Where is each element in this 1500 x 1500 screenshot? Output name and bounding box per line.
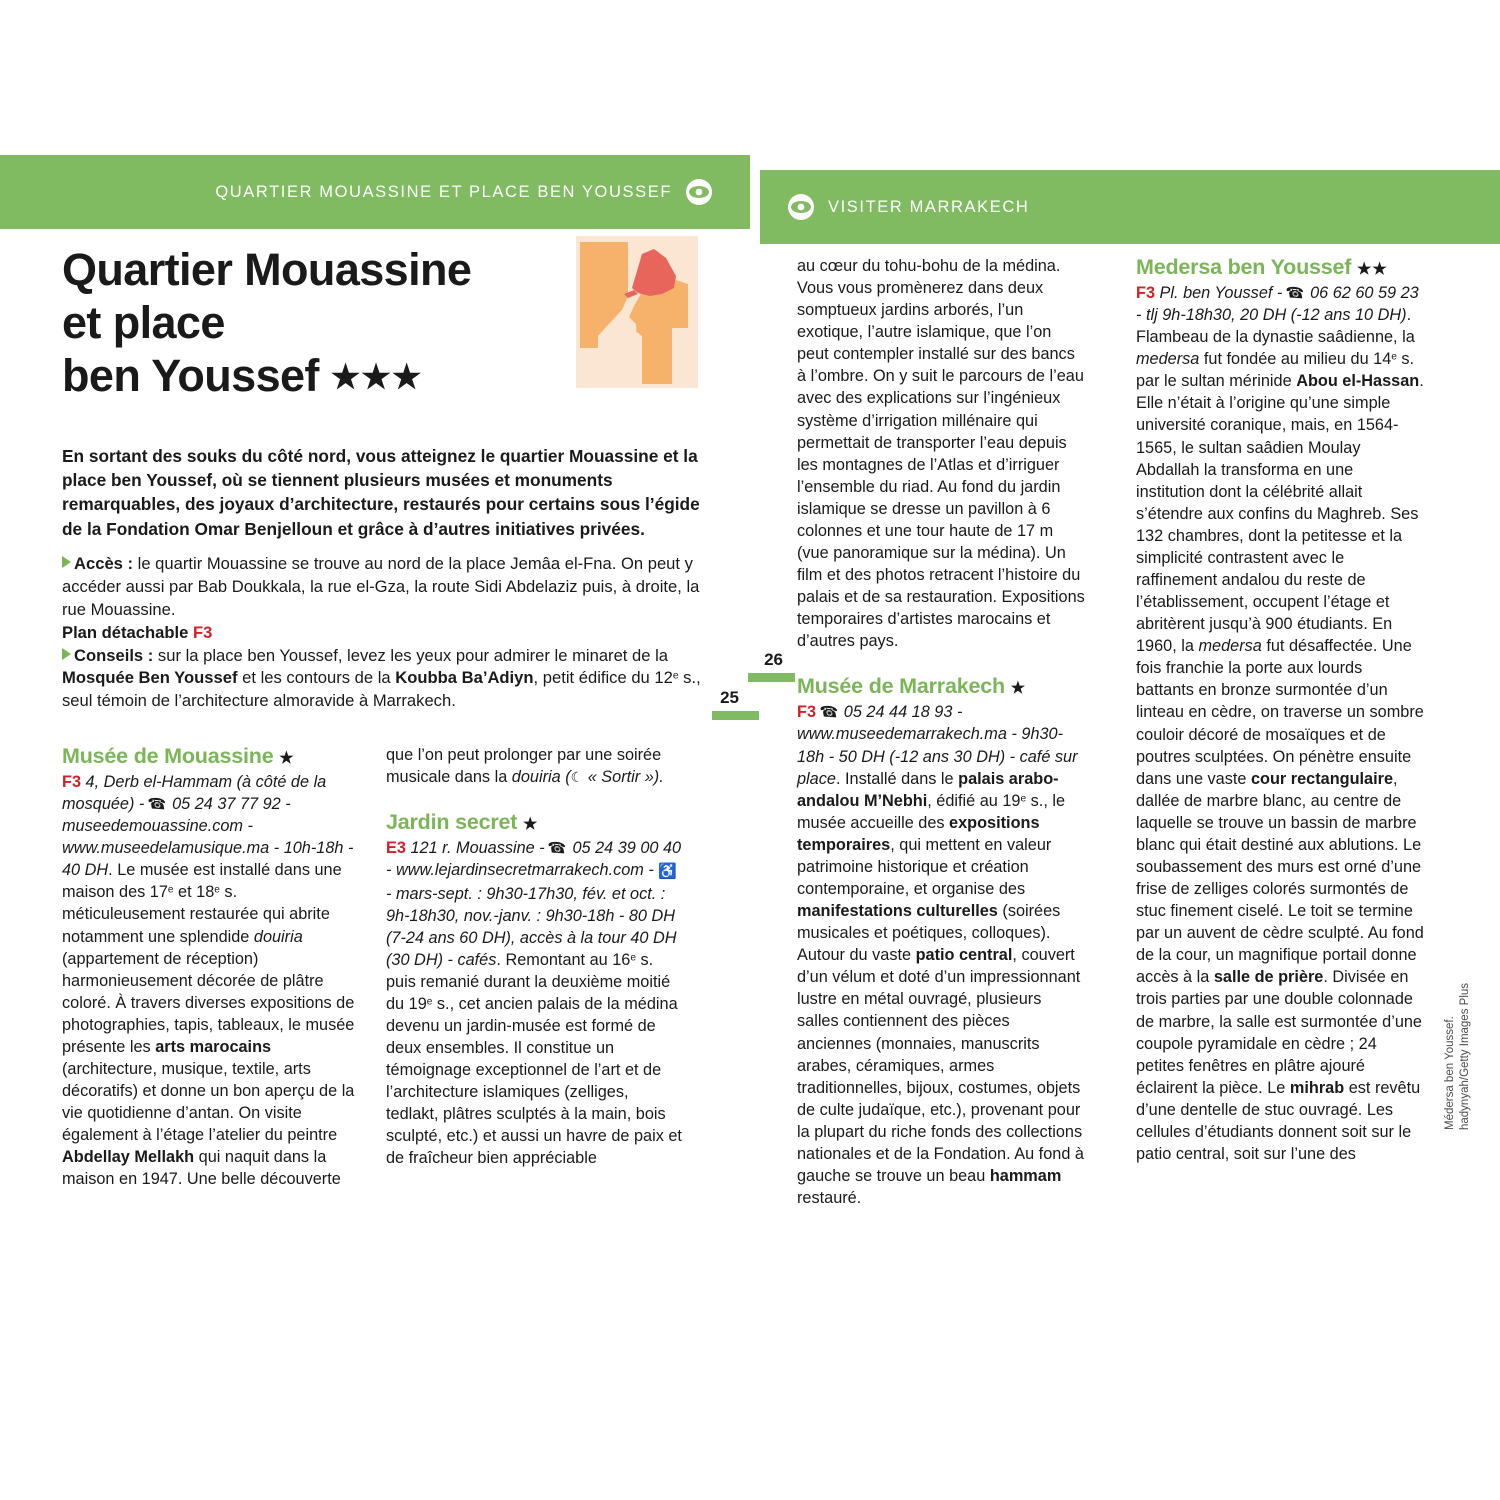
body-2: et 18 bbox=[173, 883, 215, 902]
sup-1: e bbox=[630, 952, 636, 964]
section-heading-label: Musée de Marrakech bbox=[797, 674, 1005, 699]
acces-label: Accès : bbox=[74, 554, 134, 573]
practical-info-1: 4, Derb el-Hammam (à côté de la mosquée) - bbox=[62, 772, 327, 813]
conseils-bold-2: Koubba Ba’Adiyn bbox=[395, 668, 534, 688]
plan-line bbox=[62, 622, 702, 645]
bold-term-1: arts marocains bbox=[155, 1037, 272, 1056]
conseils-label: Conseils : bbox=[74, 645, 154, 665]
running-header-left bbox=[0, 155, 750, 229]
italic-term-1: douiria bbox=[253, 927, 303, 946]
body-3: s., le musée accueille des bbox=[797, 791, 1066, 832]
map-code: F3 bbox=[797, 703, 817, 722]
map-thumbnail bbox=[576, 236, 698, 388]
body-5: (soirées musicales et poétiques, colloques). Autour du vaste bbox=[797, 902, 1061, 965]
body-3: s. méticuleusement restaurée qui abrite notamment une splendide bbox=[62, 883, 330, 946]
body-6: qui naquit dans la maison en 1947. Une belle découverte bbox=[62, 1148, 341, 1189]
eye-icon bbox=[686, 179, 712, 205]
body-1: . Remontant au 16 bbox=[496, 950, 631, 969]
sup-1: e bbox=[1391, 351, 1397, 363]
practical-info-1: - www.museedemarrakech.ma - 9h30-18h - 50 DH (-12 ans 30 DH) - café sur place bbox=[797, 703, 1078, 788]
conseils-paragraph bbox=[62, 645, 702, 714]
intro-paragraph: En sortant des souks du côté nord, vous atteignez le quartier Mouassine et la place ben Youssef, où se tiennent plusieurs musées et monuments remarquables, des joyaux d’architecture, restaurés pour certains sous l’égide de la Fondation Omar Benjelloun et grâce à d’autres initiatives privées. bbox=[62, 446, 700, 539]
running-header-right bbox=[760, 170, 1500, 244]
bold-term-2: expositions temporaires bbox=[797, 813, 1040, 854]
sup-2: e bbox=[426, 996, 433, 1008]
phone-icon: ☎ bbox=[1286, 284, 1307, 303]
conseils-text-1: sur la place ben Youssef, levez les yeux pour admirer le minaret de la bbox=[153, 645, 669, 665]
section-stars: ★ bbox=[523, 816, 539, 834]
page-title-line3: ben Youssef bbox=[62, 350, 319, 402]
phone-icon: ☎ bbox=[148, 795, 169, 814]
column-3 bbox=[797, 255, 1085, 1209]
map-code: F3 bbox=[62, 772, 82, 791]
plan-label: Plan détachable bbox=[62, 622, 193, 642]
bold-term-1: palais arabo-andalou M’Nebhi bbox=[797, 769, 1059, 810]
spacer bbox=[797, 652, 1085, 674]
bold-term-4: patio central bbox=[915, 946, 1013, 965]
phone-number: 05 24 37 77 92 bbox=[172, 794, 281, 813]
body-2: , édifié au 19 bbox=[927, 791, 1021, 810]
col2-continuation bbox=[386, 744, 682, 788]
page-title-line2: et place bbox=[62, 297, 225, 349]
practical-info-1: Pl. ben Youssef - bbox=[1159, 283, 1287, 302]
phone-number: 05 24 44 18 93 bbox=[843, 703, 953, 722]
bold-term-2: cour rectangulaire bbox=[1250, 769, 1394, 788]
musee-marrakech-body bbox=[797, 701, 1085, 1209]
plan-code: F3 bbox=[192, 622, 213, 642]
body-8: est revêtu d’une dentelle de stuc ouvragé. Les cellules d’étudiants donnent soit sur le patio central, soit sur l’une des bbox=[1136, 1078, 1421, 1163]
section-heading-musee-marrakech bbox=[797, 674, 1085, 699]
body-3: s., cet ancien palais de la médina devenu un jardin-musée est formé de deux ensembles. Il constitue un témoignage exceptionnel de l’art et de l’architecture islamiques (zelliges, tedlakt, plâtres sculptés à la main, bois sculpté, etc.) et aussi un havre de paix et de fraîcheur bien appréciable bbox=[386, 994, 682, 1168]
acces-text: le quartir Mouassine se trouve au nord de la place Jemâa el-Fna. On peut y accéder aussi par Bab Doukkala, la rue el-Gza, la route Sidi Abdelaziz puis, à droite, la rue Mouassine. bbox=[62, 554, 700, 619]
section-stars: ★ bbox=[1010, 680, 1027, 698]
conseils-text-2: et les contours de la bbox=[237, 668, 396, 688]
italic-term-douiria: douiria bbox=[511, 768, 561, 787]
page-marker-bar-right bbox=[748, 673, 795, 682]
body-3: s. par le sultan mérinide bbox=[1136, 350, 1415, 391]
section-heading-label: Musée de Mouassine bbox=[62, 744, 274, 768]
body-6: , couvert d’un vélum et doté d’un impressionnant lustre en métal ouvragé, plusieurs salles contiennent des pièces anciennes (monnaies, manuscrits arabes, céramiques, armes traditionnelles, bijoux, costumes, objets de culte judaïque, etc.), provenant pour la plupart du riche fonds des collections nationales et de la Fondation. Au fond à gauche se trouve un beau bbox=[797, 946, 1084, 1185]
triangle-bullet-icon bbox=[62, 648, 71, 660]
bold-term-3: salle de prière bbox=[1213, 968, 1324, 987]
page-number-right: 26 bbox=[764, 650, 783, 669]
sup-2: e bbox=[214, 884, 220, 896]
body-2: fut fondée au milieu du 14 bbox=[1199, 350, 1392, 369]
continuation-text-2: ( bbox=[560, 768, 571, 787]
musee-mouassine-body bbox=[62, 771, 358, 1191]
sup-1: e bbox=[167, 884, 174, 896]
access-block bbox=[62, 553, 702, 713]
conseils-text-3: , petit édifice du 12 bbox=[533, 668, 673, 688]
bold-term-4: mihrab bbox=[1289, 1078, 1345, 1097]
body-4: , qui mettent en valeur patrimoine historique et création contemporaine, et organise des bbox=[797, 835, 1052, 898]
bold-term-5: hammam bbox=[989, 1167, 1062, 1185]
practical-info-2: - www.lejardinsecretmarrakech.com - bbox=[386, 861, 659, 880]
body-5: (architecture, musique, textile, arts décoratifs) et donne un bon aperçu de la vie quotidienne d’antan. On visite également à l’étage l’atelier du peintre bbox=[62, 1059, 355, 1145]
photo-credit bbox=[1443, 950, 1473, 1130]
body-7: restauré. bbox=[797, 1189, 862, 1208]
rating-stars: ★★★ bbox=[330, 358, 423, 396]
body-5: fut désaffectée. Une fois franchie la porte aux lourds battants en bronze surmontée d’un linteau en cèdre, on traverse un sombre couloir décoré de mosaïques et de poutres sculptées. On pénètre ensuite dans une vaste bbox=[1136, 637, 1424, 788]
map-code: E3 bbox=[386, 838, 406, 857]
running-header-right-label: VISITER MARRAKECH bbox=[828, 197, 1030, 216]
bold-term-2: Abdellay Mellakh bbox=[62, 1148, 195, 1167]
practical-info-2: - museedemouassine.com - www.museedelamusique.ma - 10h-18h - 40 DH bbox=[62, 794, 354, 880]
section-heading-musee-mouassine bbox=[62, 744, 358, 769]
triangle-bullet-icon bbox=[62, 556, 71, 568]
practical-info-2: - tlj 9h-18h30, 20 DH (-12 ans 10 DH) bbox=[1136, 306, 1407, 325]
column-4 bbox=[1136, 255, 1424, 1165]
photo-credit-line2: hadynyah/Getty Images Plus bbox=[1459, 982, 1472, 1130]
phone-icon: ☎ bbox=[548, 839, 569, 858]
wheelchair-icon: ♿ bbox=[658, 863, 678, 881]
body-4: . Elle n’était à l’origine qu’une simple université coranique, mais, en 1564-1565, le sultan saâdien Moulay Abdallah la transforma en une institution dont la célébrité allait s’étendre aux confins du Maghreb. Ses 132 chambres, dont la petitesse et la simplicité contrastent avec le raffinement andalou du reste de l’établissement, occupent l’étage et abritèrent jusqu’à 900 étudiants. En 1960, la bbox=[1136, 372, 1424, 656]
italic-term-2: medersa bbox=[1198, 637, 1262, 656]
body-1: . Le musée est installé dans une maison des 17 bbox=[62, 861, 342, 902]
italic-term-1: medersa bbox=[1136, 350, 1200, 369]
conseils-text-4: s., seul témoin de l’architecture almoravide à Marrakech. bbox=[62, 668, 701, 711]
map-code: F3 bbox=[1136, 283, 1156, 302]
section-stars: ★ bbox=[279, 750, 295, 767]
continuation-text-3: « Sortir »). bbox=[583, 768, 664, 787]
section-heading-label: Jardin secret bbox=[386, 810, 518, 835]
sup-1: e bbox=[1020, 793, 1027, 805]
medersa-body bbox=[1136, 282, 1424, 1165]
page-title bbox=[62, 243, 582, 402]
phone-number: 05 24 39 00 40 bbox=[572, 838, 682, 857]
section-heading-jardin-secret bbox=[386, 810, 682, 835]
jardin-secret-body bbox=[386, 837, 682, 1170]
body-2: s. puis remanié durant la deuxième moitié du 19 bbox=[386, 950, 671, 1013]
practical-info-1: 121 r. Mouassine - bbox=[410, 838, 550, 857]
section-stars: ★★ bbox=[1357, 261, 1388, 278]
page-marker-bar-left bbox=[712, 711, 759, 720]
page-number-left: 25 bbox=[720, 688, 739, 707]
photo-credit-line1: Médersa ben Youssef. bbox=[1444, 1016, 1456, 1130]
practical-info-3: - mars-sept. : 9h30-17h30, fév. et oct. : 9h-18h30, nov.-janv. : 9h30-18h - 80 DH (7-24 ans 60 DH), accès à la tour 40 DH (30 DH) - cafés bbox=[386, 884, 677, 969]
body-7: . Divisée en trois parties par une double colonnade de marbre, la salle est surmontée d’une coupole pyramidale en cèdre ; 24 petites fenêtres en plâtre ajouré éclairent la pièce. Le bbox=[1136, 968, 1422, 1097]
conseils-bold-1: Mosquée Ben Youssef bbox=[62, 668, 238, 688]
phone-number: 06 62 60 59 23 bbox=[1310, 283, 1419, 302]
bold-term-3: manifestations culturelles bbox=[797, 902, 998, 921]
conseils-sup: e bbox=[672, 670, 679, 682]
bold-term-1: Abou el-Hassan bbox=[1296, 372, 1420, 391]
body-1: . Flambeau de la dynastie saâdienne, la bbox=[1136, 306, 1415, 347]
column-2 bbox=[386, 744, 682, 1170]
moon-icon: ☾ bbox=[570, 769, 584, 786]
phone-icon: ☎ bbox=[820, 703, 840, 722]
continuation-text-1: que l’on peut prolonger par une soirée musicale dans la bbox=[386, 746, 662, 787]
page-title-line1: Quartier Mouassine bbox=[62, 244, 472, 295]
body-6: , dallée de marbre blanc, au centre de laquelle se trouve un bassin de marbre blanc qui était destiné aux ablutions. Le soubassement des murs est orné d’une frise de zelliges colorés surmontés de stuc finement ciselé. Le toit se termine par un auvent de cèdre sculpté. Au fond de la cour, un magnifique portail donne accès à la bbox=[1136, 769, 1424, 987]
body-1: . Installé dans le bbox=[835, 769, 959, 788]
section-heading-medersa-ben-youssef bbox=[1136, 255, 1424, 280]
eye-icon bbox=[788, 194, 814, 220]
spacer bbox=[386, 788, 682, 810]
col3-continuation: au cœur du tohu-bohu de la médina. Vous vous promènerez dans deux somptueux jardins arborés, l’un exotique, l’autre islamique, que l’on peut contempler installé sur des bancs à l’ombre. On y suit le parcours de l’eau avec des explications sur l’ingénieux système d’irrigation millénaire qui permettait de transporter l’eau depuis les montagnes de l’Atlas et d’irriguer l’ensemble du riad. Au fond du jardin islamique se dresse un pavillon à 6 colonnes et une tour haute de 17 m (vue panoramique sur la médina). Un film et des photos retracent l’histoire du palais et de sa restauration. Expositions temporaires d’artistes marocains et d’autres pays. bbox=[797, 257, 1085, 651]
body-4: (appartement de réception) harmonieusement décorée de plâtre coloré. À travers diverses expositions de photographies, tapis, tableaux, le musée présente les bbox=[62, 949, 355, 1056]
access-paragraph bbox=[62, 553, 702, 622]
running-header-left-label: QUARTIER MOUASSINE ET PLACE BEN YOUSSEF bbox=[215, 182, 672, 201]
column-1 bbox=[62, 744, 358, 1190]
section-heading-label: Medersa ben Youssef bbox=[1136, 255, 1352, 279]
